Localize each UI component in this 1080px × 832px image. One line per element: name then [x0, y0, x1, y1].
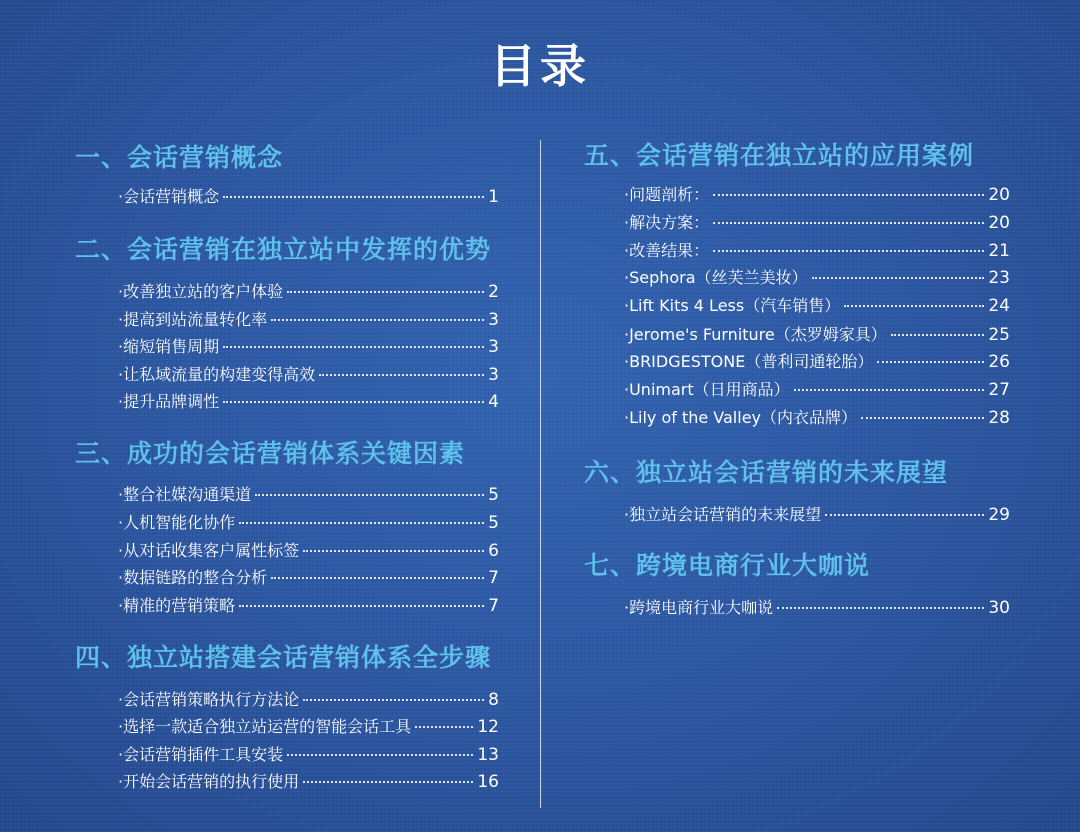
toc-entry[interactable]: [624, 267, 1010, 289]
dot-leader: [713, 250, 984, 252]
entry-label: ·选择一款适合独立站运营的智能会话工具: [118, 717, 412, 736]
entry-label: ·改善独立站的客户体验: [118, 282, 284, 301]
entry-page: 5: [488, 485, 499, 505]
entry-label: ·会话营销概念: [118, 187, 220, 206]
entry-page: 29: [988, 505, 1010, 525]
entry-page: 26: [988, 352, 1010, 372]
entry-label: ·会话营销插件工具安装: [118, 745, 284, 764]
toc-entry[interactable]: [624, 407, 1010, 429]
entry-page: 20: [988, 213, 1010, 233]
section-heading-3: 三、成功的会话营销体系关键因素: [75, 439, 466, 468]
toc-entry[interactable]: [624, 379, 1010, 401]
entry-page: 27: [988, 380, 1010, 400]
entry-page: 8: [488, 690, 499, 710]
dot-leader: [713, 194, 984, 196]
section-heading-6: 六、独立站会话营销的未来展望: [584, 458, 949, 487]
dot-leader: [794, 389, 985, 391]
entry-page: 28: [988, 408, 1010, 428]
entry-label: ·Lily of the Valley（内衣品牌）: [624, 408, 858, 427]
entry-page: 20: [988, 185, 1010, 205]
entry-label: ·改善结果：: [624, 241, 710, 260]
section-heading-5: 五、会话营销在独立站的应用案例: [584, 141, 975, 170]
entry-page: 2: [488, 282, 499, 302]
dot-leader: [877, 361, 984, 363]
toc-title: 目录: [490, 39, 590, 93]
entry-label: ·从对话收集客户属性标签: [118, 541, 300, 560]
toc-entry[interactable]: [624, 504, 1010, 526]
section-heading-2: 二、会话营销在独立站中发挥的优势: [75, 235, 492, 264]
entry-label: ·Sephora（丝芙兰美妆）: [624, 268, 808, 287]
entry-label: ·Jerome's Furniture（杰罗姆家具）: [624, 325, 887, 344]
entry-page: 25: [988, 325, 1010, 345]
entry-label: ·让私域流量的构建变得高效: [118, 365, 316, 384]
entry-page: 16: [477, 772, 499, 792]
entry-page: 3: [488, 337, 499, 357]
dot-leader: [825, 514, 984, 516]
entry-label: ·会话营销策略执行方法论: [118, 690, 300, 709]
entry-label: ·BRIDGESTONE（普利司通轮胎）: [624, 352, 874, 371]
entry-label: ·精准的营销策略: [118, 596, 236, 615]
entry-page: 12: [477, 717, 499, 737]
toc-entry[interactable]: [624, 324, 1010, 346]
entry-page: 7: [488, 568, 499, 588]
entry-page: 1: [488, 187, 499, 207]
toc-entry[interactable]: [624, 184, 1010, 206]
dot-leader: [777, 607, 984, 609]
dot-leader: [844, 305, 984, 307]
entry-page: 21: [988, 241, 1010, 261]
entry-page: 7: [488, 596, 499, 616]
entry-page: 5: [488, 513, 499, 533]
toc-entry[interactable]: [624, 212, 1010, 234]
entry-page: 30: [988, 598, 1010, 618]
entry-label: ·人机智能化协作: [118, 513, 236, 532]
entry-label: ·Unimart（日用商品）: [624, 380, 790, 399]
entry-label: ·问题剖析：: [624, 185, 710, 204]
entry-label: ·整合社媒沟通渠道: [118, 485, 252, 504]
entry-page: 13: [477, 745, 499, 765]
toc-entry[interactable]: [624, 295, 1010, 317]
entry-label: ·解决方案：: [624, 213, 710, 232]
section-heading-1: 一、会话营销概念: [75, 143, 284, 172]
section-heading-7: 七、跨境电商行业大咖说: [584, 551, 871, 580]
entry-label: ·缩短销售周期: [118, 337, 220, 356]
toc-entry[interactable]: [624, 597, 1010, 619]
entry-page: 3: [488, 365, 499, 385]
entry-label: ·开始会话营销的执行使用: [118, 772, 300, 791]
entry-page: 23: [988, 268, 1010, 288]
dot-leader: [713, 222, 984, 224]
entry-label: ·提升品牌调性: [118, 392, 220, 411]
toc-entry[interactable]: [624, 240, 1010, 262]
entry-page: 24: [988, 296, 1010, 316]
entry-page: 6: [488, 541, 499, 561]
dot-leader: [861, 417, 984, 419]
entry-label: ·独立站会话营销的未来展望: [624, 505, 822, 524]
entry-page: 4: [488, 392, 499, 412]
entry-page: 3: [488, 310, 499, 330]
dot-leader: [891, 334, 985, 336]
dot-leader: [812, 277, 985, 279]
entry-label: ·Lift Kits 4 Less（汽车销售）: [624, 296, 841, 315]
section-heading-4: 四、独立站搭建会话营销体系全步骤: [75, 643, 492, 672]
toc-entry[interactable]: [624, 351, 1010, 373]
entry-label: ·跨境电商行业大咖说: [624, 598, 774, 617]
entry-label: ·数据链路的整合分析: [118, 568, 268, 587]
entry-label: ·提高到站流量转化率: [118, 310, 268, 329]
